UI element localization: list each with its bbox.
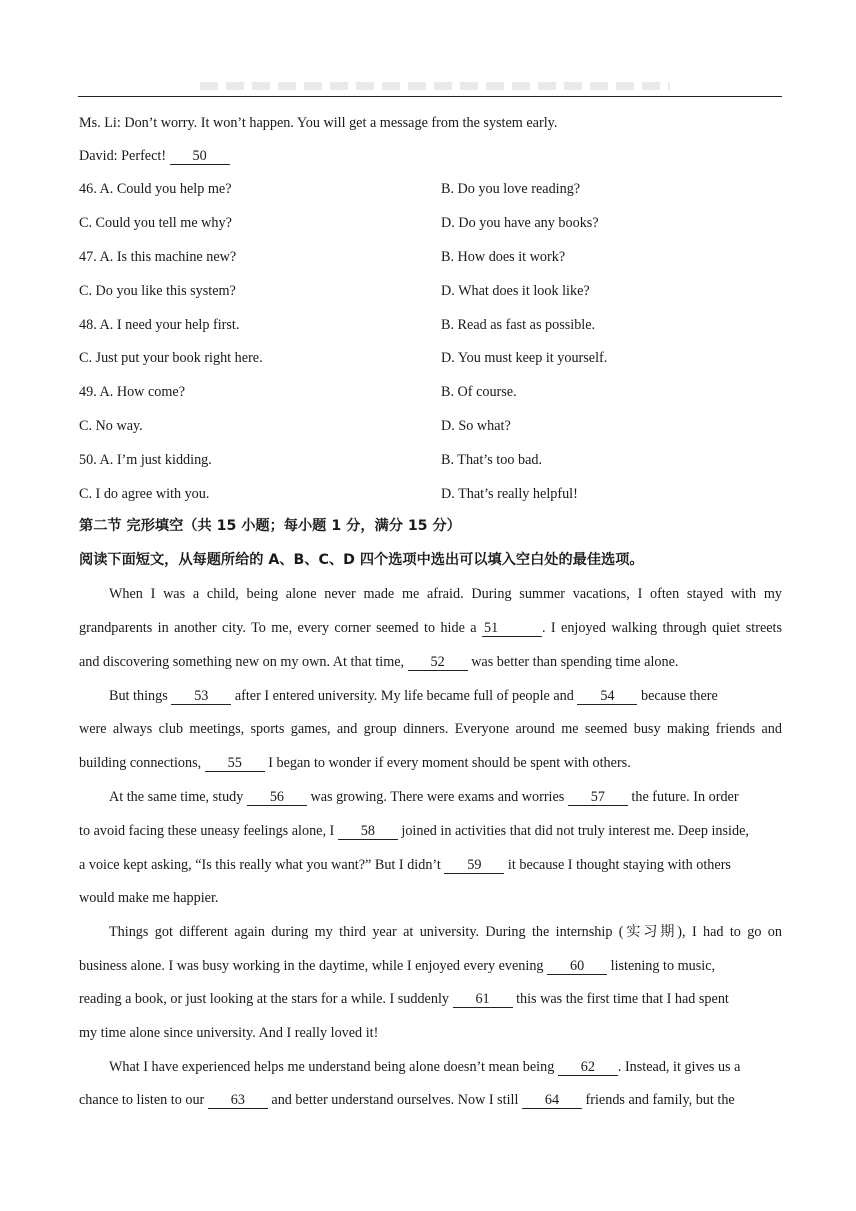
passage-text: I began to wonder if every moment should be spent with others. bbox=[264, 755, 631, 771]
option-47-b: B. How does it work? bbox=[441, 249, 566, 265]
option-50-c: C. I do agree with you. bbox=[79, 486, 210, 502]
passage-text: was better than spending time alone. bbox=[467, 654, 679, 670]
blank-51: 51 bbox=[482, 621, 542, 637]
blank-52: 52 bbox=[408, 655, 468, 671]
option-47-d: D. What does it look like? bbox=[441, 283, 590, 299]
option-48-d: D. You must keep it yourself. bbox=[441, 350, 608, 366]
blank-59: 59 bbox=[444, 858, 504, 874]
option-50-b: B. That’s too bad. bbox=[441, 452, 543, 468]
passage-text: What I have experienced helps me understand being alone doesn’t mean being bbox=[109, 1059, 558, 1075]
passage-p3-line3 bbox=[79, 856, 731, 874]
passage-text: At the same time, study bbox=[109, 789, 247, 805]
passage-p2-line2: were always club meetings, sports games, and group dinners. Everyone around me seemed busy making friends and bbox=[79, 721, 782, 737]
passage-text: because there bbox=[637, 688, 718, 704]
option-48-b: B. Read as fast as possible. bbox=[441, 317, 596, 333]
passage-text: the future. In order bbox=[627, 789, 739, 805]
passage-text: reading a book, or just looking at the stars for a while. I suddenly bbox=[79, 991, 453, 1007]
option-47-c: C. Do you like this system? bbox=[79, 283, 236, 299]
passage-text: business alone. I was busy working in the daytime, while I enjoyed every evening bbox=[79, 958, 548, 974]
faded-header-text bbox=[200, 82, 670, 90]
passage-text: and discovering something new on my own. At that time, bbox=[79, 654, 408, 670]
blank-58: 58 bbox=[338, 824, 398, 840]
passage-text: But things bbox=[109, 688, 172, 704]
option-49-d: D. So what? bbox=[441, 418, 511, 434]
option-46-a: 46. A. Could you help me? bbox=[79, 181, 232, 197]
passage-p3-line4: would make me happier. bbox=[79, 890, 219, 906]
passage-p4-line1: Things got different again during my third year at university. During the internship (实习期), I had to go on bbox=[109, 924, 782, 940]
blank-60: 60 bbox=[547, 959, 607, 975]
dialogue-line-li: Ms. Li: Don’t worry. It won’t happen. You will get a message from the system early. bbox=[79, 115, 558, 131]
option-46-b: B. Do you love reading? bbox=[441, 181, 581, 197]
blank-50: 50 bbox=[170, 149, 230, 165]
passage-text: and better understand ourselves. Now I still bbox=[267, 1092, 522, 1108]
passage-text: friends and family, but the bbox=[581, 1092, 735, 1108]
passage-p4-line3 bbox=[79, 990, 729, 1008]
passage-text: building connections, bbox=[79, 755, 205, 771]
passage-text: grandparents in another city. To me, every corner seemed to hide a bbox=[79, 620, 482, 636]
passage-text: was growing. There were exams and worries bbox=[306, 789, 568, 805]
passage-p2-line1 bbox=[109, 687, 718, 705]
blank-63: 63 bbox=[208, 1093, 268, 1109]
passage-text: a voice kept asking, “Is this really what you want?” But I didn’t bbox=[79, 857, 445, 873]
option-46-c: C. Could you tell me why? bbox=[79, 215, 232, 231]
passage-text: . I enjoyed walking through quiet streets bbox=[541, 620, 782, 636]
passage-p2-line3 bbox=[79, 754, 631, 772]
option-49-c: C. No way. bbox=[79, 418, 143, 434]
option-49-b: B. Of course. bbox=[441, 384, 517, 400]
blank-61: 61 bbox=[453, 992, 513, 1008]
option-48-c: C. Just put your book right here. bbox=[79, 350, 263, 366]
blank-56: 56 bbox=[247, 790, 307, 806]
passage-p4-line2 bbox=[79, 957, 715, 975]
passage-text: listening to music, bbox=[607, 958, 716, 974]
option-46-d: D. Do you have any books? bbox=[441, 215, 599, 231]
option-50-d: D. That’s really helpful! bbox=[441, 486, 578, 502]
passage-p1-line2 bbox=[79, 619, 782, 637]
passage-text: chance to listen to our bbox=[79, 1092, 208, 1108]
blank-57: 57 bbox=[568, 790, 628, 806]
dialogue-line-david bbox=[79, 147, 230, 165]
option-48-a: 48. A. I need your help first. bbox=[79, 317, 240, 333]
passage-p3-line2 bbox=[79, 822, 749, 840]
dialogue-text: David: Perfect! bbox=[79, 148, 170, 164]
option-50-a: 50. A. I’m just kidding. bbox=[79, 452, 212, 468]
passage-p1-line1: When I was a child, being alone never made me afraid. During summer vacations, I often stayed with my bbox=[109, 586, 782, 602]
blank-54: 54 bbox=[577, 689, 637, 705]
option-49-a: 49. A. How come? bbox=[79, 384, 185, 400]
header-rule bbox=[78, 96, 782, 97]
passage-text: this was the first time that I had spent bbox=[512, 991, 729, 1007]
passage-text: to avoid facing these uneasy feelings alone, I bbox=[79, 823, 338, 839]
blank-55: 55 bbox=[205, 756, 265, 772]
option-47-a: 47. A. Is this machine new? bbox=[79, 249, 237, 265]
blank-64: 64 bbox=[522, 1093, 582, 1109]
passage-text: joined in activities that did not truly interest me. Deep inside, bbox=[397, 823, 749, 839]
blank-53: 53 bbox=[171, 689, 231, 705]
passage-p5-line1 bbox=[109, 1058, 740, 1076]
blank-62: 62 bbox=[558, 1060, 618, 1076]
section-instruction: 阅读下面短文，从每题所给的 A、B、C、D 四个选项中选出可以填入空白处的最佳选项。 bbox=[79, 552, 644, 568]
passage-p1-line3 bbox=[79, 653, 678, 671]
passage-text: after I entered university. My life became full of people and bbox=[231, 688, 578, 704]
section-title: 第二节 完形填空（共 15 小题；每小题 1 分，满分 15 分） bbox=[79, 518, 461, 534]
passage-text: . Instead, it gives us a bbox=[617, 1059, 741, 1075]
passage-p5-line2 bbox=[79, 1091, 735, 1109]
passage-p3-line1 bbox=[109, 788, 739, 806]
passage-p4-line4: my time alone since university. And I really loved it! bbox=[79, 1025, 379, 1041]
passage-text: it because I thought staying with others bbox=[504, 857, 731, 873]
